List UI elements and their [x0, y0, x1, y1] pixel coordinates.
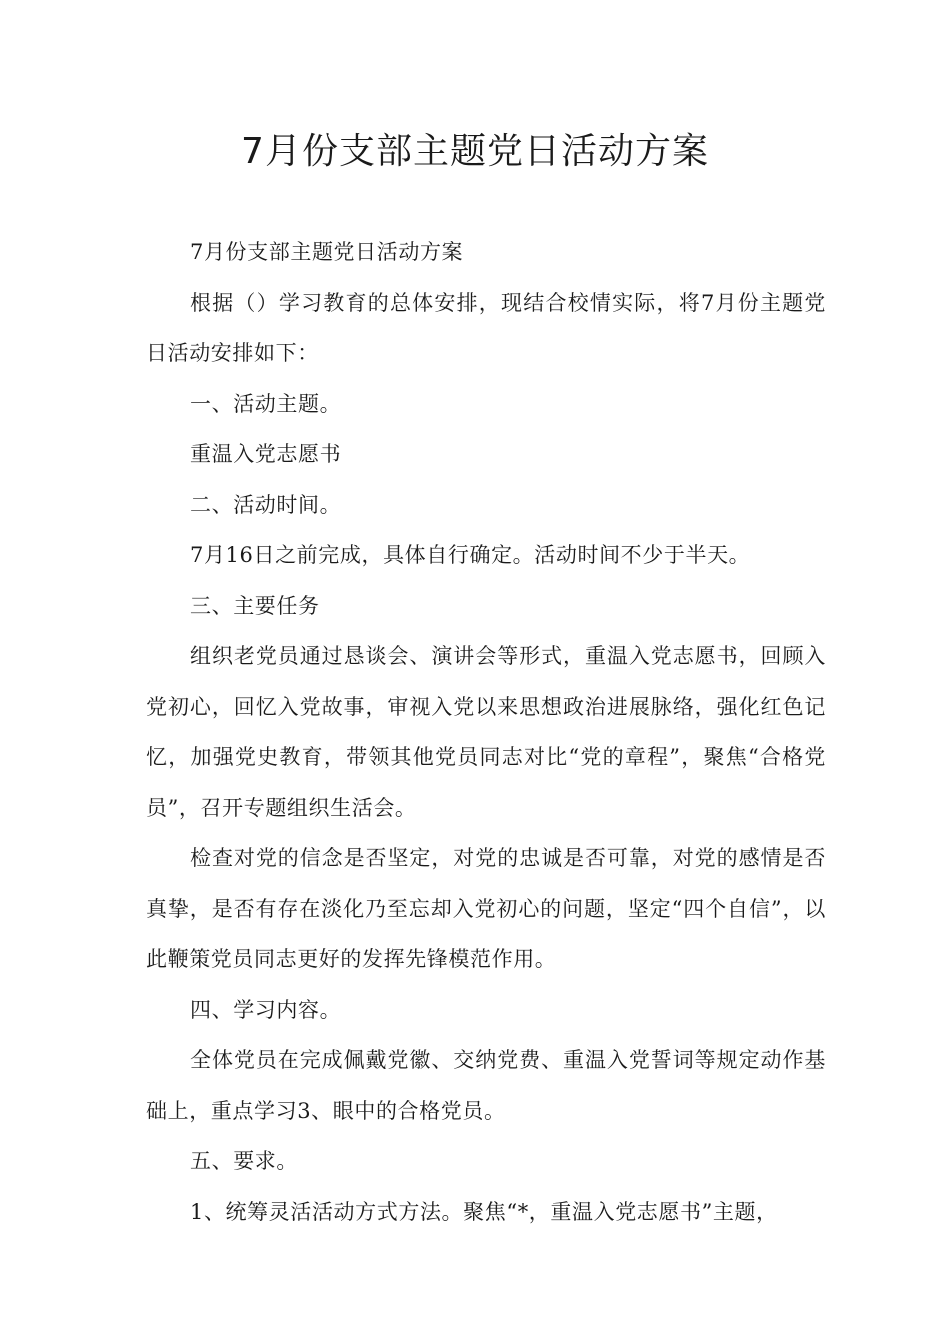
- heading-activity-theme: 一、活动主题。: [190, 391, 342, 416]
- paragraph-study-content: 全体党员在完成佩戴党徽、交纳党费、重温入党誓词等规定动作基础上，重点学习3、眼中的合格党员。: [146, 1048, 826, 1123]
- paragraph-requirement-1: 1、统筹灵活活动方式方法。聚焦“*，重温入党志愿书”主题，: [190, 1199, 778, 1224]
- document-body: [146, 227, 826, 1237]
- document-title: 7月份支部主题党日活动方案: [241, 131, 709, 172]
- heading-study-content: 四、学习内容。: [190, 997, 342, 1022]
- paragraph-activity-time: 7月16日之前完成，具体自行确定。活动时间不少于半天。: [190, 543, 751, 567]
- heading-activity-time: 二、活动时间。: [190, 492, 342, 517]
- paragraph-plan-name: 7月份支部主题党日活动方案: [190, 240, 464, 264]
- heading-main-tasks: 三、主要任务: [190, 593, 320, 618]
- paragraph-main-tasks: 组织老党员通过恳谈会、演讲会等形式，重温入党志愿书，回顾入党初心，回忆入党故事，审视入党以来思想政治进展脉络，强化红色记忆，加强党史教育，带领其他党员同志对比“党的章程”，聚焦“合格党员”，召开专题组织生活会。: [146, 644, 826, 820]
- paragraph-self-check: 检查对党的信念是否坚定，对党的忠诚是否可靠，对党的感情是否真挚，是否有存在淡化乃至忘却入党初心的问题，坚定“四个自信”，以此鞭策党员同志更好的发挥先锋模范作用。: [146, 846, 826, 971]
- heading-requirements: 五、要求。: [190, 1149, 298, 1173]
- paragraph-activity-theme: 重温入党志愿书: [190, 442, 342, 466]
- paragraph-intro: 根据（）学习教育的总体安排，现结合校情实际，将7月份主题党日活动安排如下：: [146, 290, 826, 365]
